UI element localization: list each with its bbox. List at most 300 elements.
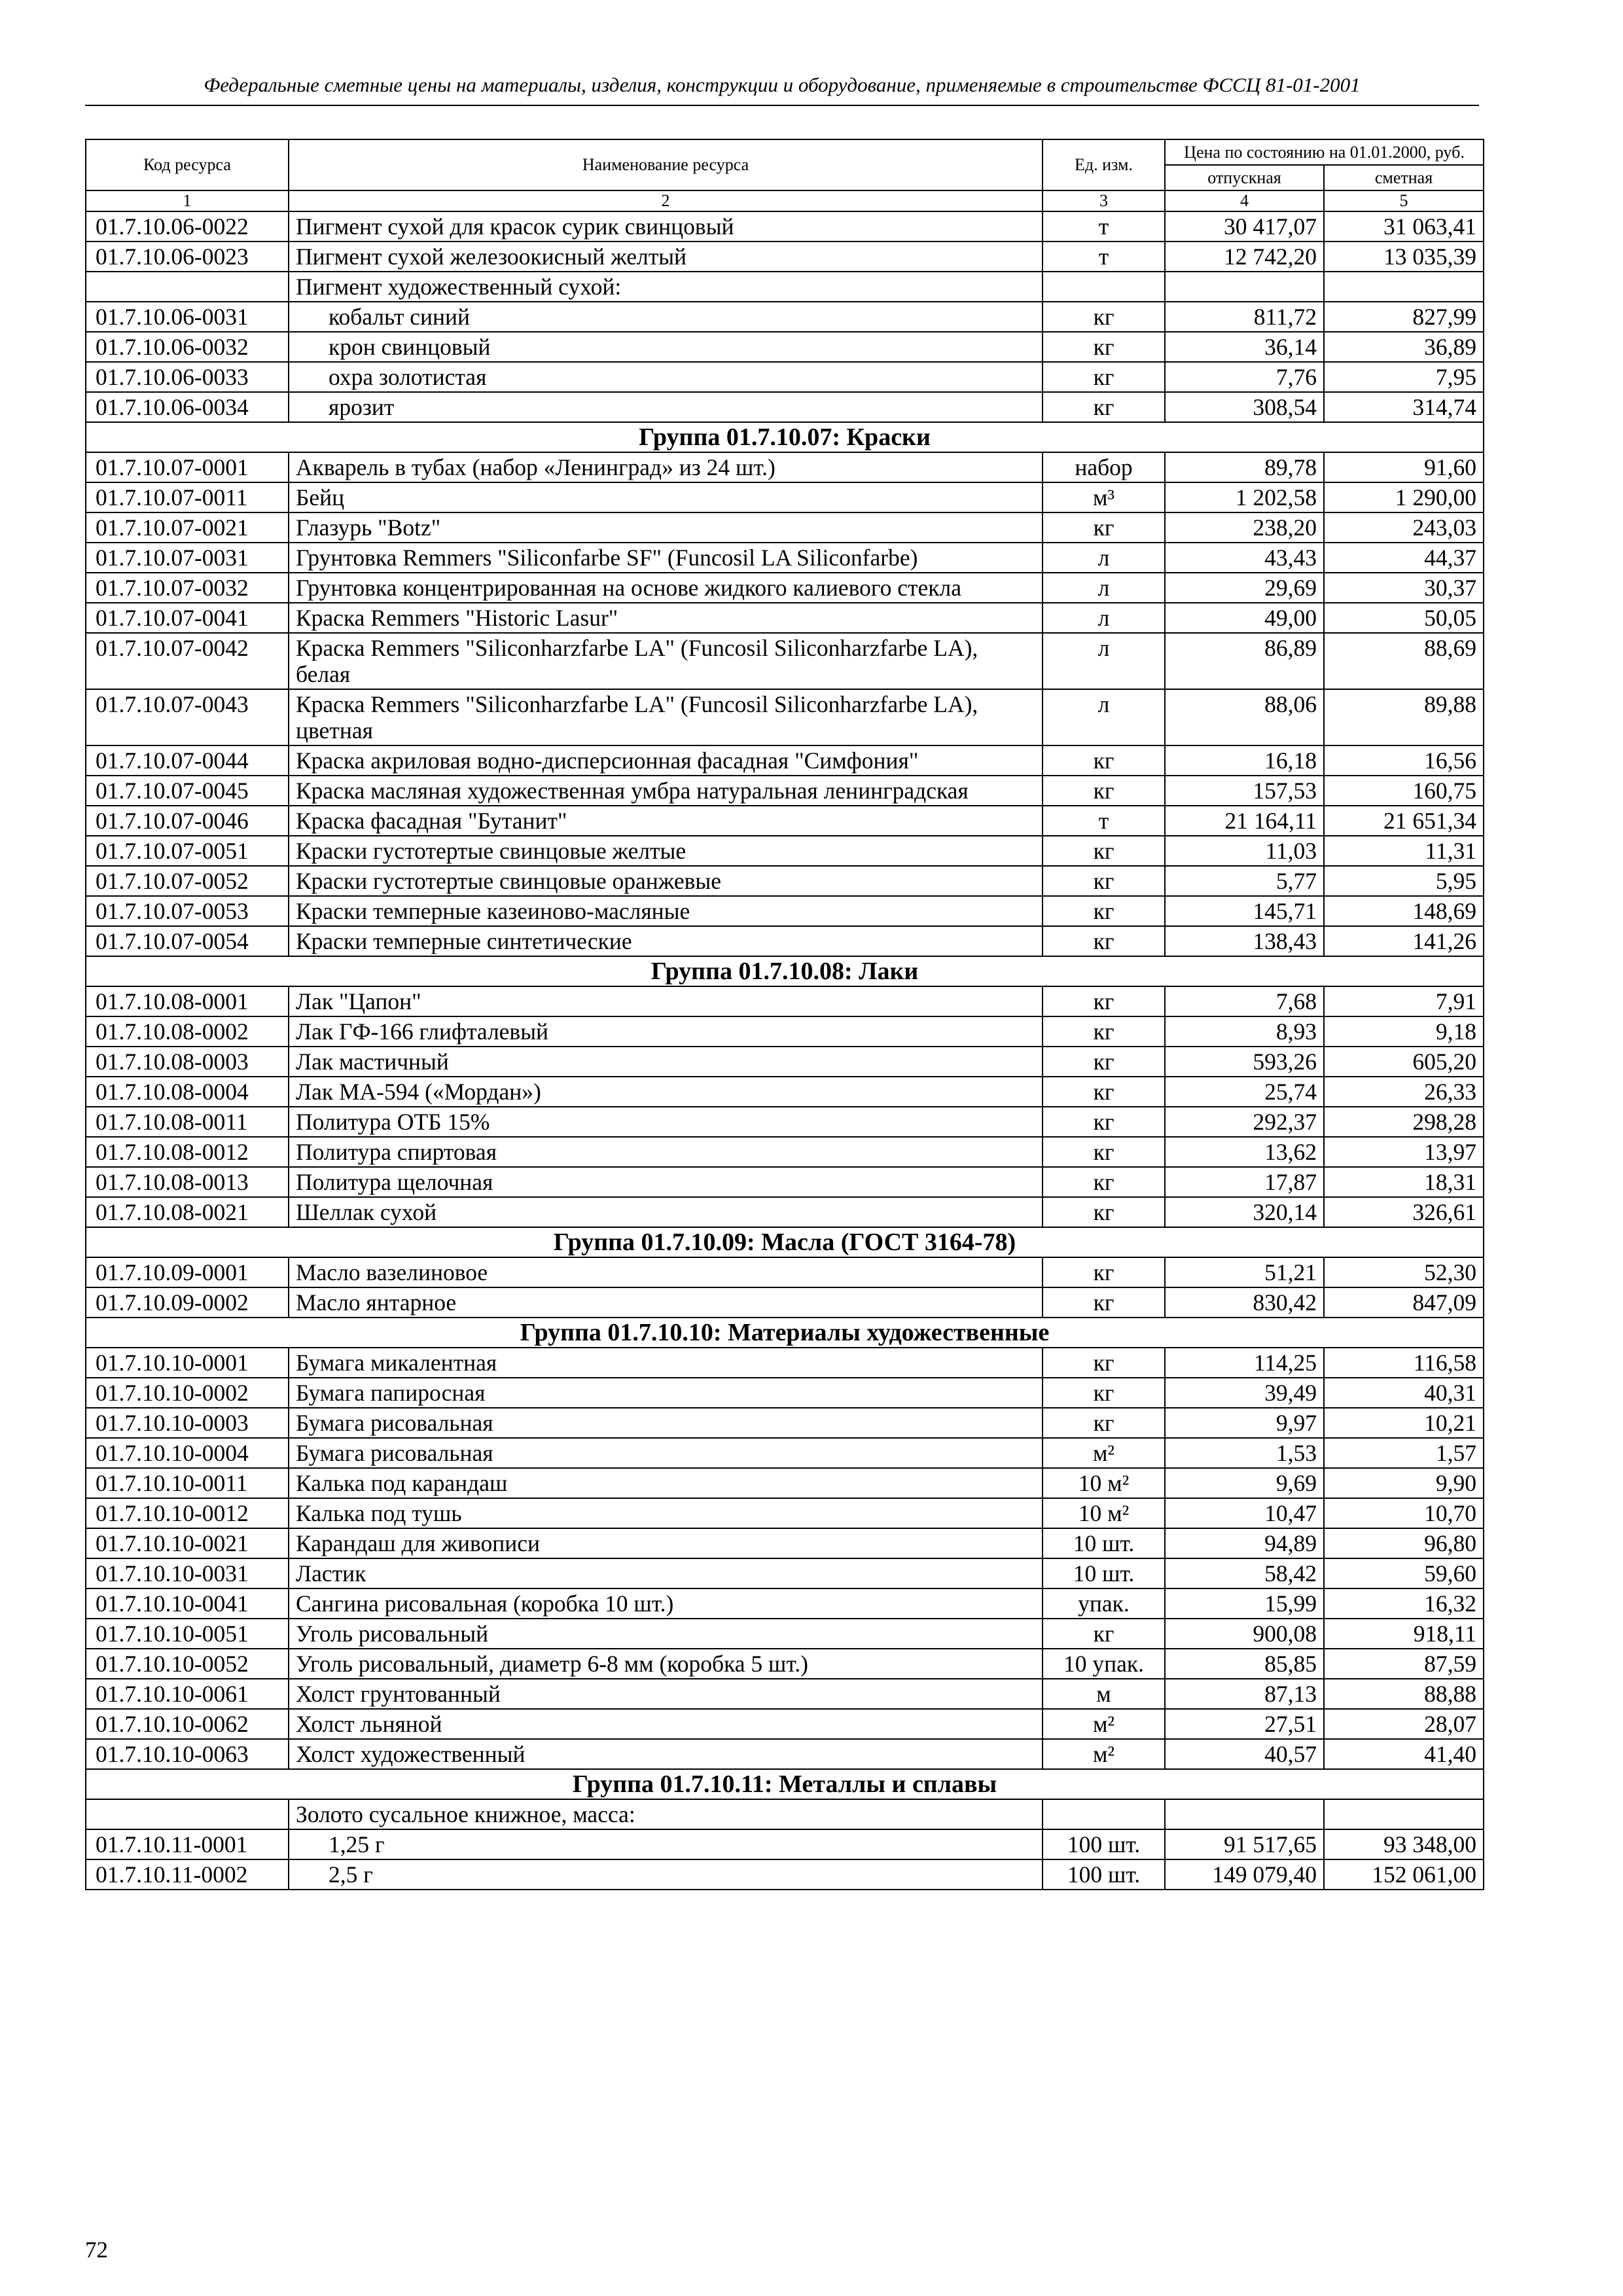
table-row [86, 1679, 1484, 1709]
cell-unit: кг [1043, 745, 1165, 776]
cell-unit: 10 м² [1043, 1498, 1165, 1528]
cell-price-estimate: 243,03 [1324, 512, 1484, 543]
cell-price-release: 30 417,07 [1165, 211, 1324, 242]
cell-unit [1043, 272, 1165, 302]
table-row [86, 1077, 1484, 1107]
cell-code: 01.7.10.10-0052 [86, 1649, 289, 1679]
cell-price-release: 36,14 [1165, 332, 1324, 362]
cell-name: Акварель в тубах (набор «Ленинград» из 24 шт.) [289, 452, 1043, 482]
table-row [86, 362, 1484, 392]
table-row [86, 806, 1484, 836]
cell-unit: 10 шт. [1043, 1528, 1165, 1558]
cell-price-estimate: 13,97 [1324, 1137, 1484, 1167]
col-number: 4 [1165, 190, 1324, 211]
cell-price-estimate: 59,60 [1324, 1558, 1484, 1588]
table-row [86, 1408, 1484, 1438]
cell-unit: кг [1043, 1287, 1165, 1318]
cell-price-estimate: 44,37 [1324, 543, 1484, 573]
cell-unit: кг [1043, 1167, 1165, 1197]
table-row [86, 1739, 1484, 1769]
cell-code: 01.7.10.07-0041 [86, 603, 289, 633]
cell-unit: кг [1043, 926, 1165, 956]
cell-price-release: 17,87 [1165, 1167, 1324, 1197]
cell-unit: кг [1043, 1257, 1165, 1287]
col-header-code: Код ресурса [86, 139, 289, 190]
cell-unit: л [1043, 633, 1165, 689]
cell-price-release: 292,37 [1165, 1107, 1324, 1137]
price-table-body [86, 211, 1484, 1890]
cell-name [289, 1859, 1043, 1890]
cell-price-estimate: 918,11 [1324, 1619, 1484, 1649]
cell-name: Краска фасадная "Бутанит" [289, 806, 1043, 836]
cell-price-estimate: 5,95 [1324, 866, 1484, 896]
cell-price-release: 10,47 [1165, 1498, 1324, 1528]
cell-code: 01.7.10.06-0032 [86, 332, 289, 362]
cell-code: 01.7.10.10-0051 [86, 1619, 289, 1649]
cell-code: 01.7.10.06-0034 [86, 392, 289, 422]
cell-code: 01.7.10.08-0004 [86, 1077, 289, 1107]
cell-price-estimate: 9,18 [1324, 1016, 1484, 1047]
group-title: Группа 01.7.10.10: Материалы художественные [86, 1318, 1484, 1348]
cell-price-estimate: 326,61 [1324, 1197, 1484, 1227]
cell-price-release: 7,68 [1165, 986, 1324, 1016]
cell-price-release: 25,74 [1165, 1077, 1324, 1107]
cell-price-release: 85,85 [1165, 1649, 1324, 1679]
cell-unit: кг [1043, 1107, 1165, 1137]
cell-unit: кг [1043, 362, 1165, 392]
cell-name [289, 302, 1043, 332]
table-row [86, 633, 1484, 689]
cell-price-estimate: 1 290,00 [1324, 482, 1484, 512]
col-number: 2 [289, 190, 1043, 211]
cell-price-release: 16,18 [1165, 745, 1324, 776]
cell-price-estimate: 26,33 [1324, 1077, 1484, 1107]
cell-price-estimate: 40,31 [1324, 1378, 1484, 1408]
cell-unit [1043, 1799, 1165, 1829]
subheading-row [86, 1799, 1484, 1829]
table-row [86, 1619, 1484, 1649]
col-header-name: Наименование ресурса [289, 139, 1043, 190]
cell-unit: л [1043, 573, 1165, 603]
cell-price-release: 811,72 [1165, 302, 1324, 332]
cell-price-estimate: 91,60 [1324, 452, 1484, 482]
cell-name: Политура спиртовая [289, 1137, 1043, 1167]
col-number: 5 [1324, 190, 1484, 211]
cell-code: 01.7.10.07-0011 [86, 482, 289, 512]
cell-name: Бумага рисовальная [289, 1438, 1043, 1468]
group-title: Группа 01.7.10.09: Масла (ГОСТ 3164-78) [86, 1227, 1484, 1257]
table-row [86, 211, 1484, 242]
cell-price-release: 11,03 [1165, 836, 1324, 866]
cell-name: Калька под карандаш [289, 1468, 1043, 1498]
cell-unit: м² [1043, 1438, 1165, 1468]
cell-price-release: 9,97 [1165, 1408, 1324, 1438]
cell-name: Ластик [289, 1558, 1043, 1588]
cell-price-release: 1 202,58 [1165, 482, 1324, 512]
cell-price-estimate: 16,32 [1324, 1588, 1484, 1619]
cell-price-release: 7,76 [1165, 362, 1324, 392]
cell-unit: упак. [1043, 1588, 1165, 1619]
cell-code: 01.7.10.10-0001 [86, 1348, 289, 1378]
cell-price-estimate: 298,28 [1324, 1107, 1484, 1137]
cell-name: Шеллак сухой [289, 1197, 1043, 1227]
cell-code: 01.7.10.09-0001 [86, 1257, 289, 1287]
cell-unit: кг [1043, 836, 1165, 866]
cell-code: 01.7.10.06-0033 [86, 362, 289, 392]
table-row [86, 1468, 1484, 1498]
cell-code: 01.7.10.10-0002 [86, 1378, 289, 1408]
cell-name: Краски темперные казеиново-масляные [289, 896, 1043, 926]
cell-price-estimate: 96,80 [1324, 1528, 1484, 1558]
cell-unit: 100 шт. [1043, 1859, 1165, 1890]
col-number: 3 [1043, 190, 1165, 211]
cell-price-release: 9,69 [1165, 1468, 1324, 1498]
table-row [86, 1197, 1484, 1227]
cell-price-estimate: 141,26 [1324, 926, 1484, 956]
cell-price-estimate: 30,37 [1324, 573, 1484, 603]
cell-unit: м [1043, 1679, 1165, 1709]
cell-name: Краска Remmers "Historic Lasur" [289, 603, 1043, 633]
cell-code: 01.7.10.06-0022 [86, 211, 289, 242]
cell-unit: 10 шт. [1043, 1558, 1165, 1588]
cell-price-release: 15,99 [1165, 1588, 1324, 1619]
cell-name: Золото сусальное книжное, масса: [289, 1799, 1043, 1829]
cell-price-release: 5,77 [1165, 866, 1324, 896]
cell-price-release: 8,93 [1165, 1016, 1324, 1047]
cell-price-release: 39,49 [1165, 1378, 1324, 1408]
group-header-row [86, 1769, 1484, 1799]
cell-code: 01.7.10.08-0012 [86, 1137, 289, 1167]
cell-name: Грунтовка концентрированная на основе жидкого калиевого стекла [289, 573, 1043, 603]
table-row [86, 689, 1484, 745]
cell-name: Масло янтарное [289, 1287, 1043, 1318]
cell-price-estimate: 31 063,41 [1324, 211, 1484, 242]
table-row [86, 512, 1484, 543]
cell-code: 01.7.10.07-0042 [86, 633, 289, 689]
cell-unit: кг [1043, 896, 1165, 926]
table-row [86, 1287, 1484, 1318]
cell-price-release: 29,69 [1165, 573, 1324, 603]
cell-code: 01.7.10.07-0021 [86, 512, 289, 543]
cell-price-release: 27,51 [1165, 1709, 1324, 1739]
cell-name: Холст художественный [289, 1739, 1043, 1769]
cell-unit: кг [1043, 1378, 1165, 1408]
cell-code [86, 1799, 289, 1829]
cell-price-release [1165, 1799, 1324, 1829]
table-row [86, 242, 1484, 272]
table-row [86, 1016, 1484, 1047]
cell-code: 01.7.10.08-0021 [86, 1197, 289, 1227]
cell-price-release: 138,43 [1165, 926, 1324, 956]
cell-price-estimate: 1,57 [1324, 1438, 1484, 1468]
cell-name: Краска масляная художественная умбра натуральная ленинградская [289, 776, 1043, 806]
cell-name: Холст грунтованный [289, 1679, 1043, 1709]
cell-unit: л [1043, 689, 1165, 745]
cell-price-release: 238,20 [1165, 512, 1324, 543]
cell-price-estimate: 50,05 [1324, 603, 1484, 633]
cell-unit: кг [1043, 986, 1165, 1016]
group-title: Группа 01.7.10.11: Металлы и сплавы [86, 1769, 1484, 1799]
table-row [86, 1378, 1484, 1408]
cell-name: Бейц [289, 482, 1043, 512]
cell-code: 01.7.10.07-0045 [86, 776, 289, 806]
cell-price-estimate: 93 348,00 [1324, 1829, 1484, 1859]
price-table [85, 139, 1484, 1890]
cell-unit: кг [1043, 1348, 1165, 1378]
cell-name-text: охра золотистая [329, 364, 487, 390]
cell-unit: кг [1043, 1619, 1165, 1649]
table-row [86, 573, 1484, 603]
group-title: Группа 01.7.10.08: Лаки [86, 956, 1484, 986]
cell-name [289, 1829, 1043, 1859]
cell-price-release: 21 164,11 [1165, 806, 1324, 836]
cell-name: Пигмент сухой для красок сурик свинцовый [289, 211, 1043, 242]
cell-name: Краски темперные синтетические [289, 926, 1043, 956]
cell-name [289, 362, 1043, 392]
cell-price-estimate: 87,59 [1324, 1649, 1484, 1679]
cell-code: 01.7.10.08-0011 [86, 1107, 289, 1137]
cell-name: Сангина рисовальная (коробка 10 шт.) [289, 1588, 1043, 1619]
group-header-row [86, 1227, 1484, 1257]
cell-price-release: 149 079,40 [1165, 1859, 1324, 1890]
cell-price-estimate: 88,69 [1324, 633, 1484, 689]
cell-name: Бумага микалентная [289, 1348, 1043, 1378]
cell-price-release: 114,25 [1165, 1348, 1324, 1378]
table-row [86, 1558, 1484, 1588]
header-rule [85, 105, 1479, 106]
table-row [86, 1829, 1484, 1859]
col-header-price-release: отпускная [1165, 165, 1324, 190]
cell-code: 01.7.10.07-0054 [86, 926, 289, 956]
cell-name: Лак МА-594 («Мордан») [289, 1077, 1043, 1107]
cell-price-estimate: 116,58 [1324, 1348, 1484, 1378]
cell-unit: 10 м² [1043, 1468, 1165, 1498]
cell-name: Лак "Цапон" [289, 986, 1043, 1016]
cell-code: 01.7.10.07-0032 [86, 573, 289, 603]
cell-price-release: 88,06 [1165, 689, 1324, 745]
col-header-unit: Ед. изм. [1043, 139, 1165, 190]
cell-price-estimate: 847,09 [1324, 1287, 1484, 1318]
table-row [86, 392, 1484, 422]
cell-name: Краски густотертые свинцовые оранжевые [289, 866, 1043, 896]
cell-code: 01.7.10.07-0001 [86, 452, 289, 482]
table-row [86, 776, 1484, 806]
table-row [86, 1167, 1484, 1197]
cell-price-release: 900,08 [1165, 1619, 1324, 1649]
cell-code: 01.7.10.10-0021 [86, 1528, 289, 1558]
cell-code: 01.7.10.10-0012 [86, 1498, 289, 1528]
group-header-row [86, 1318, 1484, 1348]
cell-unit: кг [1043, 1197, 1165, 1227]
table-row [86, 745, 1484, 776]
cell-code: 01.7.10.11-0002 [86, 1859, 289, 1890]
cell-name: Масло вазелиновое [289, 1257, 1043, 1287]
table-row [86, 482, 1484, 512]
cell-name [289, 332, 1043, 362]
cell-price-release: 43,43 [1165, 543, 1324, 573]
table-row [86, 1588, 1484, 1619]
col-header-price-group: Цена по состоянию на 01.01.2000, руб. [1165, 139, 1484, 165]
cell-name-text: крон свинцовый [329, 334, 491, 360]
cell-price-estimate: 314,74 [1324, 392, 1484, 422]
cell-code: 01.7.10.07-0051 [86, 836, 289, 866]
cell-name: Краска Remmers "Siliconharzfarbe LA" (Funcosil Siliconharzfarbe LA), белая [289, 633, 1043, 689]
cell-unit: кг [1043, 332, 1165, 362]
cell-code: 01.7.10.10-0011 [86, 1468, 289, 1498]
cell-name: Бумага папиросная [289, 1378, 1043, 1408]
cell-price-estimate: 89,88 [1324, 689, 1484, 745]
cell-name-text: кобальт синий [329, 304, 471, 330]
cell-unit: кг [1043, 392, 1165, 422]
cell-code: 01.7.10.08-0013 [86, 1167, 289, 1197]
cell-price-estimate [1324, 1799, 1484, 1829]
cell-price-estimate: 13 035,39 [1324, 242, 1484, 272]
cell-name-text: 2,5 г [329, 1861, 373, 1888]
cell-price-release: 1,53 [1165, 1438, 1324, 1468]
cell-name-text: ярозит [329, 394, 395, 420]
cell-price-release: 40,57 [1165, 1739, 1324, 1769]
table-row [86, 543, 1484, 573]
cell-unit: кг [1043, 512, 1165, 543]
cell-name: Политура ОТБ 15% [289, 1107, 1043, 1137]
table-row [86, 986, 1484, 1016]
cell-name: Краска Remmers "Siliconharzfarbe LA" (Funcosil Siliconharzfarbe LA), цветная [289, 689, 1043, 745]
cell-name: Краска акриловая водно-дисперсионная фасадная "Симфония" [289, 745, 1043, 776]
cell-name: Уголь рисовальный [289, 1619, 1043, 1649]
cell-code: 01.7.10.07-0046 [86, 806, 289, 836]
cell-price-release: 157,53 [1165, 776, 1324, 806]
cell-unit: т [1043, 806, 1165, 836]
cell-price-release: 320,14 [1165, 1197, 1324, 1227]
cell-code: 01.7.10.06-0031 [86, 302, 289, 332]
cell-name: Краски густотертые свинцовые желтые [289, 836, 1043, 866]
cell-price-release: 91 517,65 [1165, 1829, 1324, 1859]
cell-unit: л [1043, 603, 1165, 633]
cell-price-estimate: 148,69 [1324, 896, 1484, 926]
cell-name: Карандаш для живописи [289, 1528, 1043, 1558]
cell-price-estimate: 605,20 [1324, 1047, 1484, 1077]
cell-name: Уголь рисовальный, диаметр 6-8 мм (коробка 5 шт.) [289, 1649, 1043, 1679]
table-row [86, 926, 1484, 956]
page-number: 72 [85, 2237, 108, 2263]
cell-price-estimate: 827,99 [1324, 302, 1484, 332]
cell-price-release: 87,13 [1165, 1679, 1324, 1709]
cell-price-release: 89,78 [1165, 452, 1324, 482]
cell-price-release: 49,00 [1165, 603, 1324, 633]
group-header-row [86, 422, 1484, 452]
cell-name: Глазурь "Botz" [289, 512, 1043, 543]
cell-price-release: 830,42 [1165, 1287, 1324, 1318]
cell-price-estimate: 36,89 [1324, 332, 1484, 362]
cell-unit: м² [1043, 1709, 1165, 1739]
cell-unit: кг [1043, 776, 1165, 806]
cell-code: 01.7.10.06-0023 [86, 242, 289, 272]
cell-code: 01.7.10.11-0001 [86, 1829, 289, 1859]
cell-unit: т [1043, 211, 1165, 242]
cell-price-estimate: 9,90 [1324, 1468, 1484, 1498]
col-header-price-estimate: сметная [1324, 165, 1484, 190]
cell-unit: л [1043, 543, 1165, 573]
cell-name [289, 392, 1043, 422]
cell-name: Пигмент сухой железоокисный желтый [289, 242, 1043, 272]
table-row [86, 1438, 1484, 1468]
cell-price-estimate: 21 651,34 [1324, 806, 1484, 836]
table-row [86, 603, 1484, 633]
cell-price-estimate: 7,95 [1324, 362, 1484, 392]
cell-code: 01.7.10.08-0003 [86, 1047, 289, 1077]
cell-price-estimate: 28,07 [1324, 1709, 1484, 1739]
cell-price-estimate [1324, 272, 1484, 302]
table-row [86, 332, 1484, 362]
table-row [86, 896, 1484, 926]
cell-price-release: 51,21 [1165, 1257, 1324, 1287]
table-row [86, 1859, 1484, 1890]
cell-code: 01.7.10.07-0031 [86, 543, 289, 573]
table-row [86, 1137, 1484, 1167]
cell-unit: кг [1043, 1077, 1165, 1107]
cell-name-text: 1,25 г [329, 1831, 385, 1857]
cell-price-release: 86,89 [1165, 633, 1324, 689]
table-row [86, 1257, 1484, 1287]
cell-price-estimate: 160,75 [1324, 776, 1484, 806]
cell-name: Холст льняной [289, 1709, 1043, 1739]
cell-price-estimate: 16,56 [1324, 745, 1484, 776]
cell-code: 01.7.10.10-0003 [86, 1408, 289, 1438]
cell-name: Политура щелочная [289, 1167, 1043, 1197]
cell-price-estimate: 10,21 [1324, 1408, 1484, 1438]
subheading-row [86, 272, 1484, 302]
cell-price-estimate: 7,91 [1324, 986, 1484, 1016]
cell-unit: м³ [1043, 482, 1165, 512]
cell-code: 01.7.10.10-0063 [86, 1739, 289, 1769]
cell-price-estimate: 11,31 [1324, 836, 1484, 866]
cell-code: 01.7.10.07-0052 [86, 866, 289, 896]
cell-price-release: 13,62 [1165, 1137, 1324, 1167]
cell-name: Бумага рисовальная [289, 1408, 1043, 1438]
cell-unit: м² [1043, 1739, 1165, 1769]
cell-code: 01.7.10.08-0001 [86, 986, 289, 1016]
cell-price-release: 145,71 [1165, 896, 1324, 926]
table-row [86, 1709, 1484, 1739]
cell-price-estimate: 41,40 [1324, 1739, 1484, 1769]
cell-unit: кг [1043, 866, 1165, 896]
table-row [86, 1348, 1484, 1378]
cell-code: 01.7.10.10-0004 [86, 1438, 289, 1468]
cell-code [86, 272, 289, 302]
cell-name: Лак ГФ-166 глифталевый [289, 1016, 1043, 1047]
cell-name: Грунтовка Remmers "Siliconfarbe SF" (Funcosil LA Siliconfarbe) [289, 543, 1043, 573]
cell-price-release: 58,42 [1165, 1558, 1324, 1588]
cell-price-estimate: 18,31 [1324, 1167, 1484, 1197]
cell-price-release: 94,89 [1165, 1528, 1324, 1558]
group-header-row [86, 956, 1484, 986]
cell-unit: кг [1043, 1047, 1165, 1077]
cell-unit: набор [1043, 452, 1165, 482]
cell-name: Лак мастичный [289, 1047, 1043, 1077]
cell-price-estimate: 88,88 [1324, 1679, 1484, 1709]
cell-name: Калька под тушь [289, 1498, 1043, 1528]
cell-unit: 100 шт. [1043, 1829, 1165, 1859]
group-title: Группа 01.7.10.07: Краски [86, 422, 1484, 452]
cell-unit: кг [1043, 302, 1165, 332]
cell-unit: кг [1043, 1408, 1165, 1438]
table-row [86, 1528, 1484, 1558]
col-number: 1 [86, 190, 289, 211]
cell-code: 01.7.10.10-0062 [86, 1709, 289, 1739]
cell-unit: кг [1043, 1137, 1165, 1167]
table-row [86, 1498, 1484, 1528]
table-row [86, 1107, 1484, 1137]
